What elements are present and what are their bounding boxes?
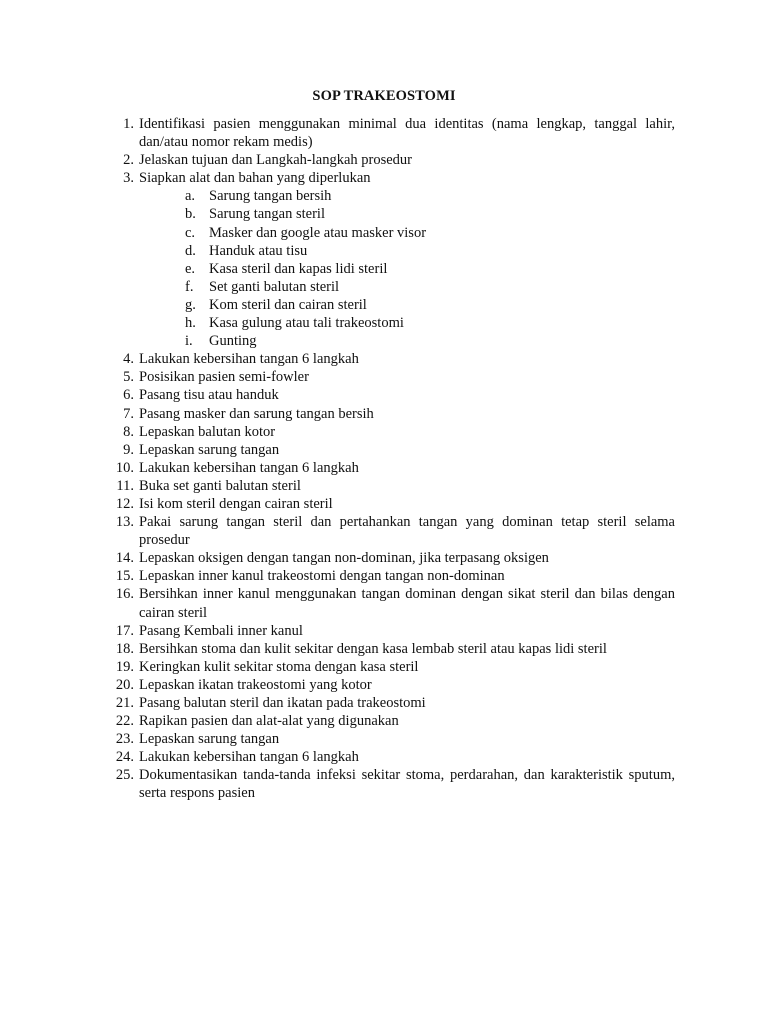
step-text: Rapikan pasien dan alat-alat yang digunakan (139, 713, 399, 730)
procedure-step (107, 694, 675, 712)
procedure-step (107, 405, 675, 423)
substep-letter: c. (185, 224, 196, 241)
step-number: 18. (115, 640, 134, 657)
step-text: Lakukan kebersihan tangan 6 langkah (139, 351, 359, 368)
procedure-step (107, 350, 675, 368)
step-number: 15. (115, 568, 134, 585)
equipment-item (185, 296, 675, 314)
step-text: Siapkan alat dan bahan yang diperlukan (139, 170, 371, 187)
step-number: 4. (123, 351, 134, 368)
procedure-step (107, 766, 675, 802)
procedure-step (107, 730, 675, 748)
step-number: 10. (115, 459, 134, 476)
step-number: 6. (123, 387, 134, 404)
substep-letter: h. (185, 315, 196, 332)
substep-letter: b. (185, 206, 196, 223)
step-text: Lepaskan ikatan trakeostomi yang kotor (139, 676, 372, 693)
equipment-item (185, 278, 675, 296)
substep-letter: f. (185, 278, 194, 295)
step-number: 16. (115, 586, 134, 603)
equipment-item (185, 205, 675, 223)
substep-text: Kasa steril dan kapas lidi steril (209, 260, 388, 277)
step-text: Pasang balutan steril dan ikatan pada trakeostomi (139, 695, 426, 711)
step-number: 21. (115, 695, 134, 711)
step-text: Lakukan kebersihan tangan 6 langkah (139, 459, 359, 476)
procedure-step (107, 495, 675, 513)
step-number: 3. (123, 170, 134, 187)
substep-text: Sarung tangan steril (209, 206, 325, 223)
step-text: Lepaskan balutan kotor (139, 423, 276, 440)
procedure-step (107, 423, 675, 441)
step-text: Dokumentasikan tanda-tanda infeksi sekitar stoma, perdarahan, dan karakteristik sputum, serta respons pasien (139, 767, 675, 802)
step-number: 5. (123, 369, 134, 386)
step-number: 14. (115, 550, 134, 567)
procedure-step (107, 386, 675, 404)
step-text: Pakai sarung tangan steril dan pertahankan tangan yang dominan tetap steril selama prosedur (139, 514, 675, 549)
procedure-step (107, 585, 675, 621)
step-number: 20. (115, 676, 134, 693)
step-text: Lakukan kebersihan tangan 6 langkah (139, 749, 359, 766)
procedure-step (107, 459, 675, 477)
substep-text: Kom steril dan cairan steril (209, 296, 367, 313)
step-number: 8. (123, 423, 134, 440)
substep-text: Sarung tangan bersih (209, 188, 332, 205)
step-text: Isi kom steril dengan cairan steril (139, 495, 333, 512)
step-number: 1. (123, 116, 134, 132)
procedure-step (107, 368, 675, 386)
step-text: Lepaskan inner kanul trakeostomi dengan tangan non-dominan (139, 568, 505, 585)
procedure-step (107, 622, 675, 640)
step-number: 17. (115, 622, 134, 639)
procedure-step (107, 477, 675, 495)
step-text: Buka set ganti balutan steril (139, 477, 301, 494)
substep-text: Gunting (209, 333, 257, 350)
substep-letter: e. (185, 260, 196, 277)
procedure-step (107, 513, 675, 549)
procedure-step (107, 658, 675, 676)
step-number: 23. (115, 731, 134, 748)
procedure-steps-list (107, 115, 675, 803)
step-number: 7. (123, 405, 134, 422)
procedure-step (107, 169, 675, 350)
step-text: Posisikan pasien semi-fowler (139, 369, 309, 386)
step-text: Bersihkan stoma dan kulit sekitar dengan kasa lembab steril atau kapas lidi steril (139, 640, 607, 657)
procedure-step (107, 712, 675, 730)
procedure-step (107, 549, 675, 567)
step-text: Lepaskan sarung tangan (139, 441, 280, 458)
substep-letter: d. (185, 242, 196, 259)
procedure-step (107, 151, 675, 169)
step-number: 12. (115, 495, 134, 512)
equipment-item (185, 242, 675, 260)
step-number: 13. (115, 514, 134, 531)
procedure-step (107, 441, 675, 459)
step-text: Pasang Kembali inner kanul (139, 622, 303, 639)
substep-text: Kasa gulung atau tali trakeostomi (209, 315, 404, 332)
step-number: 2. (123, 152, 134, 169)
step-number: 22. (115, 713, 134, 730)
step-number: 19. (115, 658, 134, 675)
substep-letter: i. (185, 333, 193, 350)
substep-text: Handuk atau tisu (209, 242, 308, 259)
step-number: 24. (115, 749, 134, 766)
procedure-step (107, 748, 675, 766)
step-text: Pasang masker dan sarung tangan bersih (139, 405, 374, 422)
step-text: Keringkan kulit sekitar stoma dengan kasa steril (139, 658, 419, 675)
procedure-step (107, 640, 675, 658)
step-number: 25. (115, 767, 134, 784)
procedure-step (107, 676, 675, 694)
equipment-item (185, 332, 675, 350)
step-text: Lepaskan oksigen dengan tangan non-dominan, jika terpasang oksigen (139, 550, 549, 567)
document-title: SOP TRAKEOSTOMI (312, 88, 456, 104)
step-text: Jelaskan tujuan dan Langkah-langkah prosedur (139, 152, 412, 169)
substep-text: Set ganti balutan steril (209, 278, 340, 295)
equipment-item (185, 314, 675, 332)
substep-letter: g. (185, 296, 196, 313)
procedure-step (107, 567, 675, 585)
equipment-item (185, 187, 675, 205)
step-text: Lepaskan sarung tangan (139, 731, 280, 748)
equipment-item (185, 224, 675, 242)
substep-text: Masker dan google atau masker visor (209, 224, 427, 241)
procedure-step (107, 115, 675, 151)
equipment-item (185, 260, 675, 278)
substep-letter: a. (185, 188, 196, 205)
equipment-list (139, 187, 675, 350)
step-number: 11. (116, 477, 134, 494)
step-text: Identifikasi pasien menggunakan minimal dua identitas (nama lengkap, tanggal lahir, dan/atau nomor rekam medis) (139, 116, 675, 151)
step-number: 9. (123, 441, 134, 458)
step-text: Pasang tisu atau handuk (139, 387, 279, 404)
step-text: Bersihkan inner kanul menggunakan tangan dominan dengan sikat steril dan bilas dengan cairan steril (139, 586, 675, 621)
